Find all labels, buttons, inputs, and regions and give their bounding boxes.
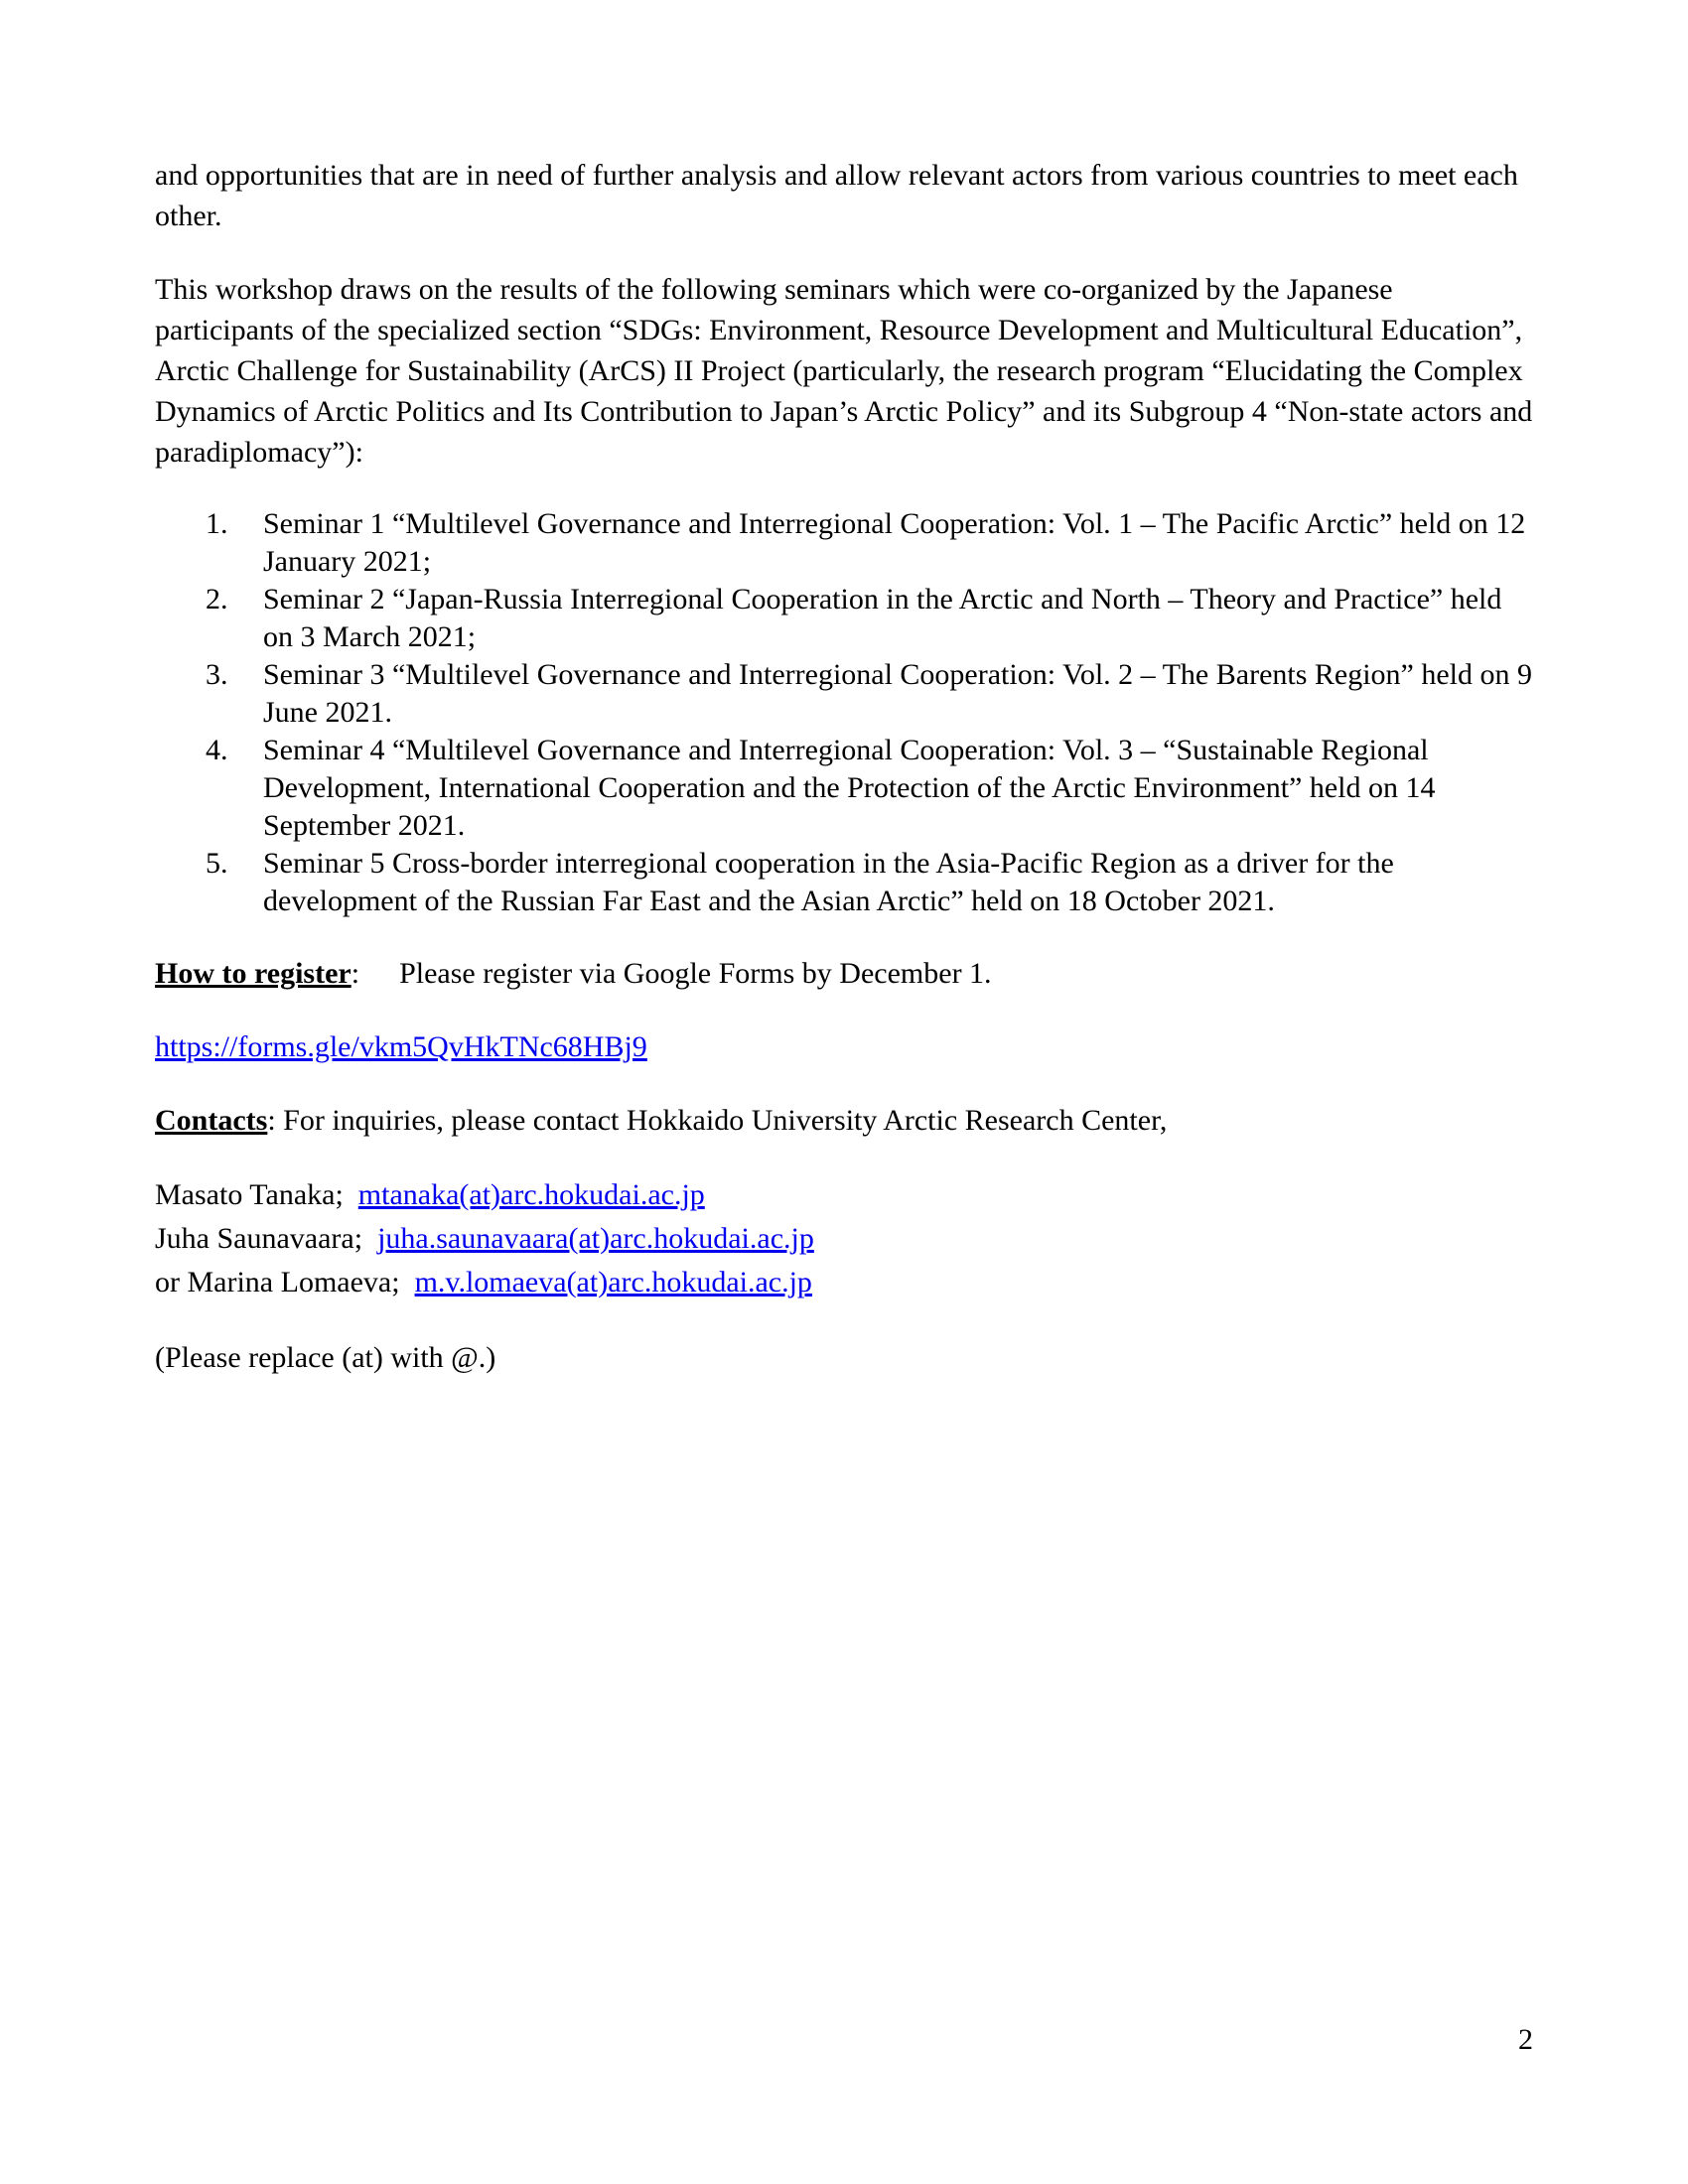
seminar-number: 1.: [206, 507, 228, 540]
register-separator: :: [351, 957, 360, 990]
contacts-text: : For inquiries, please contact Hokkaido University Arctic Research Center,: [267, 1104, 1168, 1137]
contact-name: Masato Tanaka;: [155, 1178, 344, 1211]
seminar-text: Seminar 4 “Multilevel Governance and Interregional Cooperation: Vol. 3 – “Sustainable Regional Development, International Cooperation and the Protection of the Arctic Environment” held on 14 September 2021.: [263, 734, 1436, 842]
seminar-number: 5.: [206, 847, 228, 880]
seminar-number: 4.: [206, 734, 228, 766]
seminar-item: [155, 581, 1533, 656]
seminar-item: [155, 732, 1533, 845]
contact-name: or Marina Lomaeva;: [155, 1266, 400, 1298]
page-content: [155, 155, 1533, 1378]
contact-name: Juha Saunavaara;: [155, 1222, 363, 1255]
seminar-list: [155, 505, 1533, 920]
seminar-number: 3.: [206, 658, 228, 691]
contact-email-link[interactable]: juha.saunavaara(at)arc.hokudai.ac.jp: [377, 1222, 814, 1255]
contact-row: [155, 1261, 1533, 1304]
register-instructions: Please register via Google Forms by December 1.: [399, 957, 992, 990]
replace-at-note: (Please replace (at) with @.): [155, 1341, 496, 1374]
contact-list: [155, 1173, 1533, 1304]
contacts-section: [155, 1100, 1533, 1141]
seminar-text: Seminar 5 Cross-border interregional cooperation in the Asia-Pacific Region as a driver for the development of the Russian Far East and the Asian Arctic” held on 18 October 2021.: [263, 847, 1394, 917]
seminar-item: [155, 505, 1533, 581]
registration-form-link[interactable]: https://forms.gle/vkm5QvHkTNc68HBj9: [155, 1030, 647, 1063]
seminar-text: Seminar 2 “Japan-Russia Interregional Cooperation in the Arctic and North – Theory and Practice” held on 3 March 2021;: [263, 583, 1502, 653]
seminar-item: [155, 656, 1533, 732]
seminar-text: Seminar 1 “Multilevel Governance and Interregional Cooperation: Vol. 1 – The Pacific Arctic” held on 12 January 2021;: [263, 507, 1526, 578]
register-label: How to register: [155, 957, 352, 990]
contact-email-link[interactable]: mtanaka(at)arc.hokudai.ac.jp: [357, 1178, 705, 1211]
paragraph-seminars-intro: This workshop draws on the results of the following seminars which were co-organized by the Japanese participants of the specialized section “SDGs: Environment, Resource Development and Multicultural Education”, Arctic Challenge for Sustainability (ArCS) II Project (particularly, the research program “Elucidating the Complex Dynamics of Arctic Politics and Its Contribution to Japan’s Arctic Policy” and its Subgroup 4 “Non-state actors and paradiplomacy”):: [155, 273, 1533, 469]
register-link-line: [155, 1026, 1533, 1067]
contacts-label: Contacts: [155, 1104, 268, 1137]
contact-row: [155, 1173, 1533, 1217]
paragraph-continued: and opportunities that are in need of further analysis and allow relevant actors from various countries to meet each other.: [155, 159, 1518, 232]
seminar-item: [155, 845, 1533, 920]
register-section: [155, 953, 1533, 994]
page-number: 2: [1518, 2023, 1533, 2056]
contact-email-link[interactable]: m.v.lomaeva(at)arc.hokudai.ac.jp: [414, 1266, 812, 1298]
contact-row: [155, 1217, 1533, 1261]
seminar-text: Seminar 3 “Multilevel Governance and Interregional Cooperation: Vol. 2 – The Barents Region” held on 9 June 2021.: [263, 658, 1533, 729]
seminar-number: 2.: [206, 583, 228, 615]
